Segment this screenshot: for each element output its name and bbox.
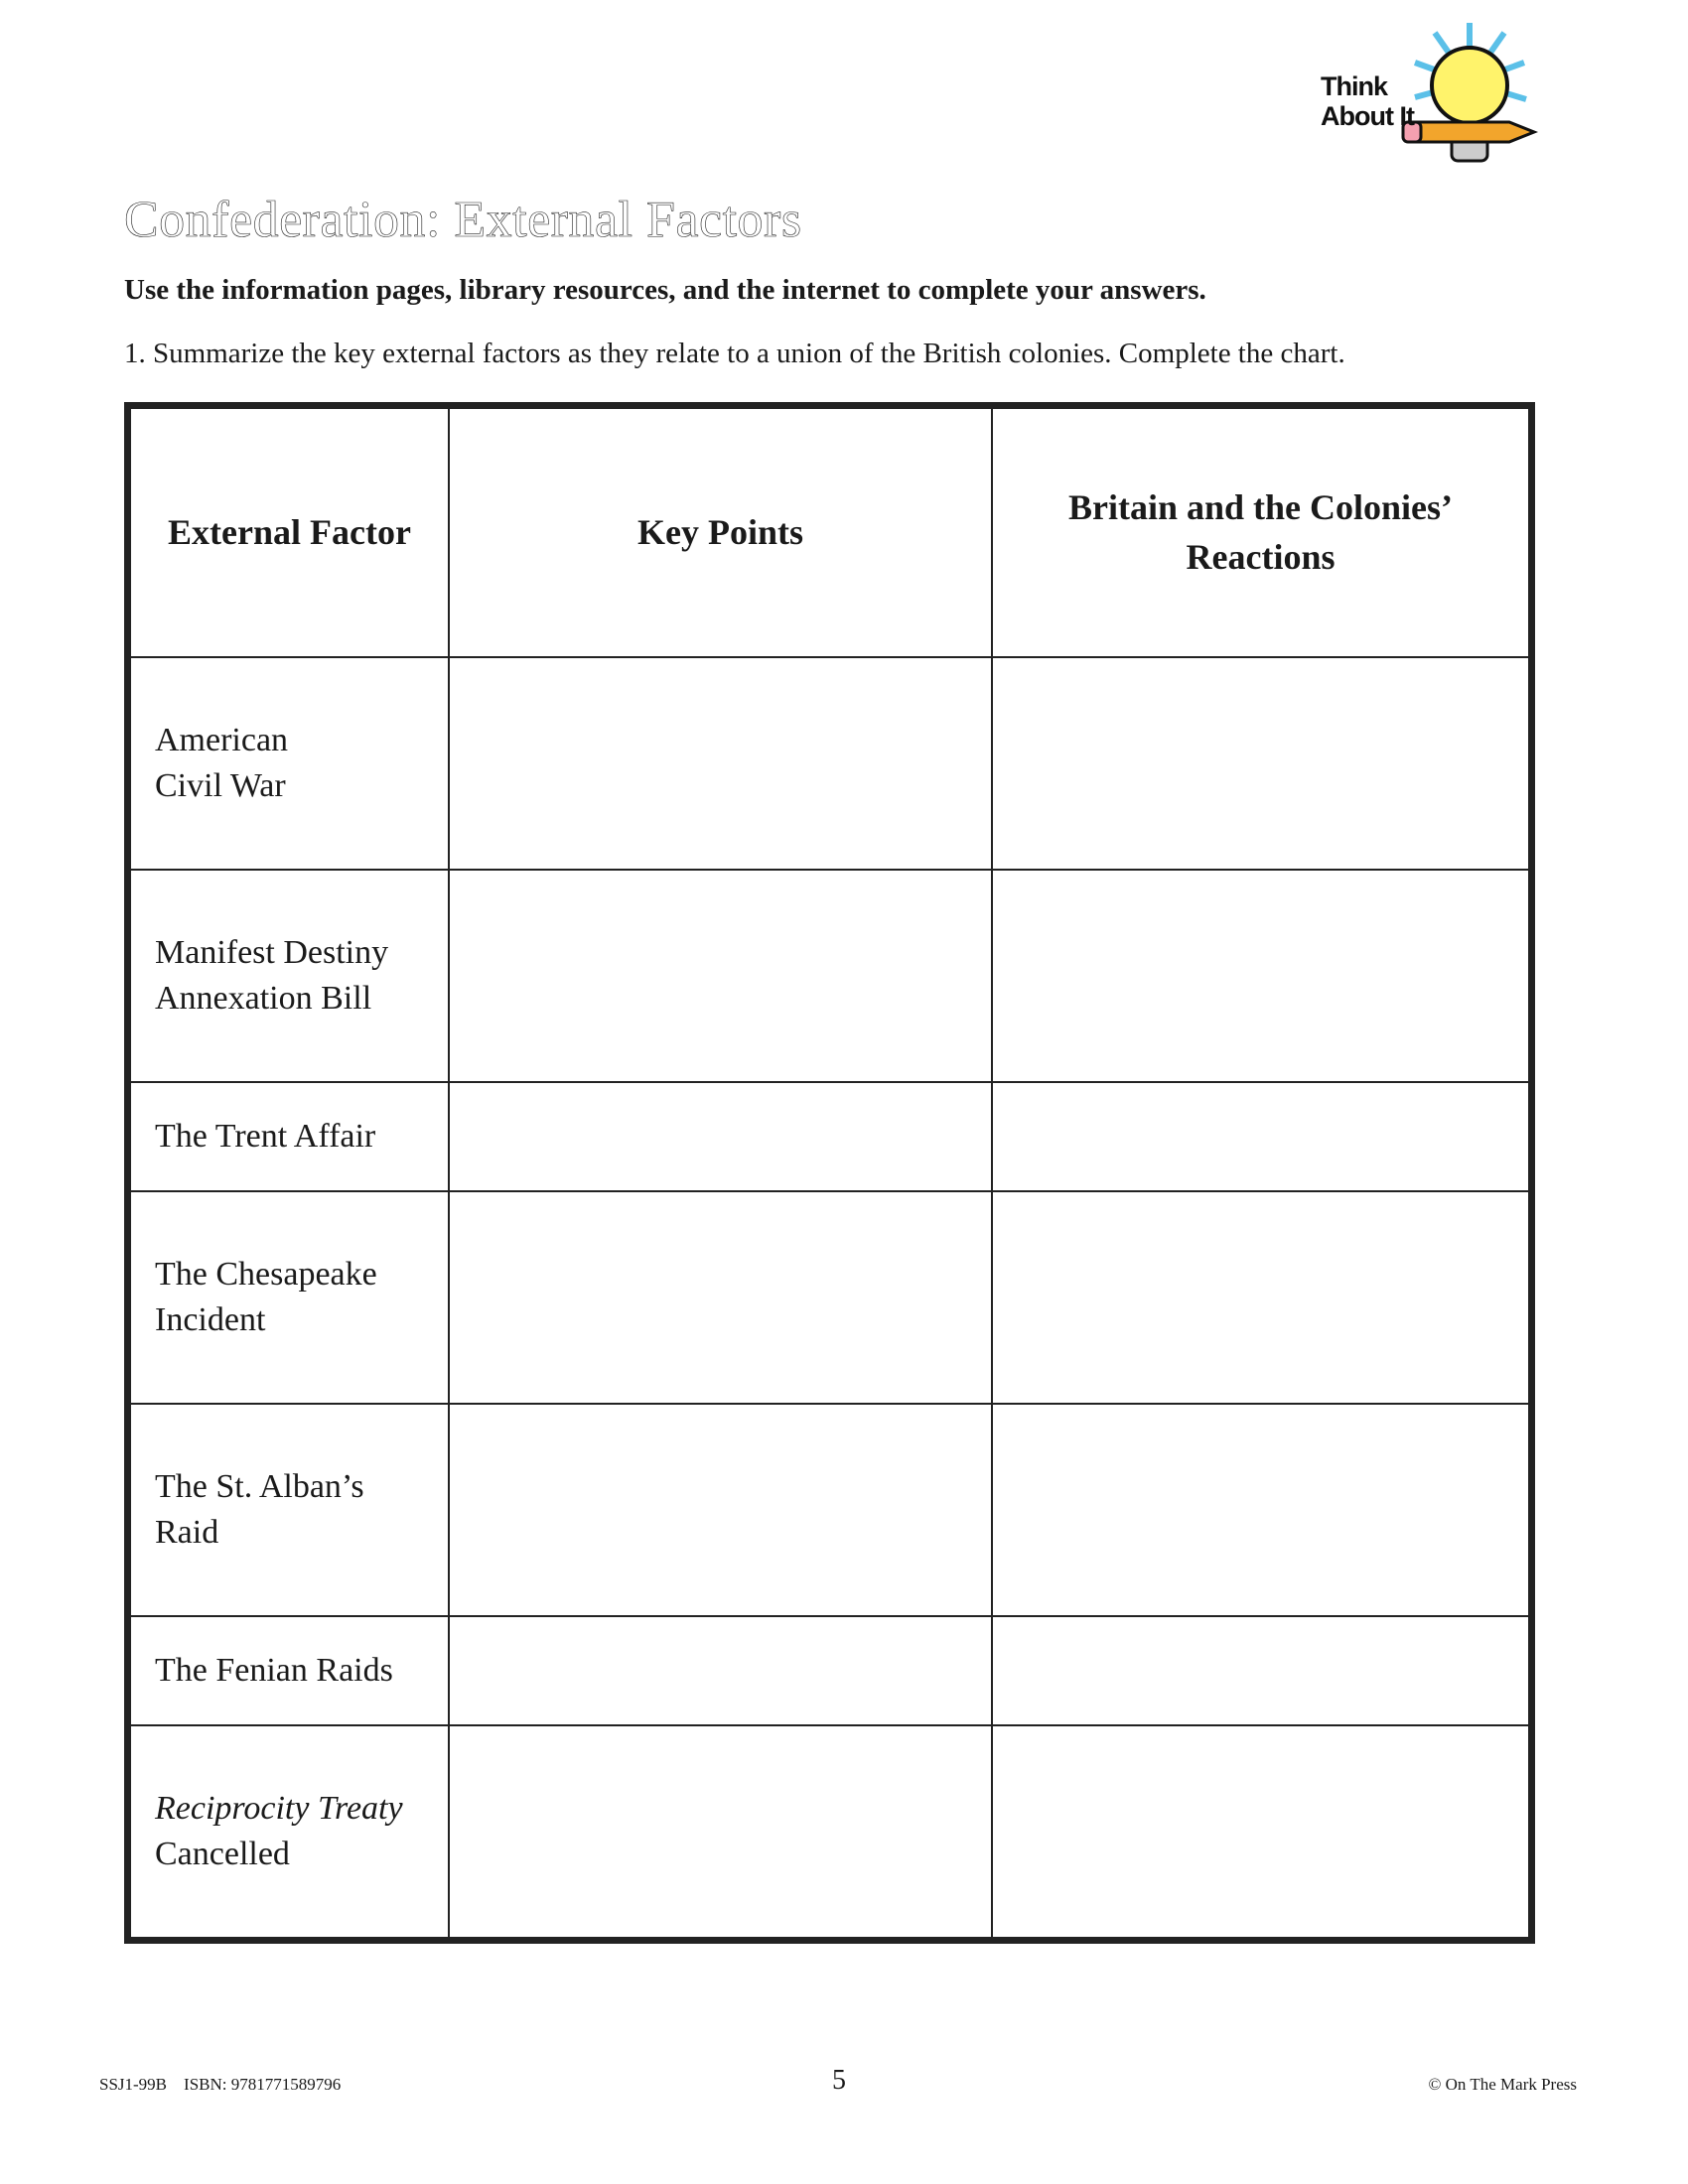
- external-factors-chart: [124, 402, 1535, 1944]
- table-row: [130, 1725, 1529, 1938]
- key-points-cell[interactable]: [449, 1404, 992, 1616]
- factor-line-1: Reciprocity Treaty: [155, 1789, 403, 1827]
- key-points-cell[interactable]: [449, 1191, 992, 1404]
- factor-line-1: American: [155, 721, 289, 758]
- header-reactions-text: Britain and the Colonies’ Reactions: [1067, 487, 1454, 578]
- isbn: ISBN: 9781771589796: [184, 2075, 342, 2094]
- factor-line-1: Manifest Destiny: [155, 934, 389, 972]
- factor-cell: [130, 1616, 449, 1724]
- factor-cell: [130, 1191, 449, 1404]
- factor-line-2: Annexation Bill: [155, 980, 372, 1018]
- header-external-factor: External Factor: [130, 408, 449, 657]
- factor-line-1: The Chesapeake: [155, 1255, 377, 1293]
- logo-line-1: Think: [1321, 71, 1387, 101]
- factor-cell: [130, 1404, 449, 1616]
- table-row: [130, 1404, 1529, 1616]
- factor-line-2: Cancelled: [155, 1835, 290, 1872]
- page-title: Confederation: External Factors: [124, 192, 802, 248]
- key-points-cell[interactable]: [449, 870, 992, 1082]
- table-row: [130, 1082, 1529, 1190]
- product-code: SSJ1-99B: [99, 2075, 168, 2094]
- copyright: © On The Mark Press: [1428, 2075, 1577, 2094]
- reactions-cell[interactable]: [992, 1616, 1529, 1724]
- factor-line-1: The Trent Affair: [155, 1118, 376, 1156]
- header-row: [130, 408, 1529, 657]
- table-row: [130, 657, 1529, 870]
- factor-cell: [130, 1082, 449, 1190]
- key-points-cell[interactable]: [449, 1616, 992, 1724]
- footer-code: [99, 2075, 341, 2095]
- reactions-cell[interactable]: [992, 1404, 1529, 1616]
- factor-line-1: The St. Alban’s: [155, 1468, 364, 1506]
- factor-line-2: Civil War: [155, 766, 286, 804]
- reactions-cell[interactable]: [992, 870, 1529, 1082]
- key-points-cell[interactable]: [449, 1082, 992, 1190]
- factor-cell: [130, 870, 449, 1082]
- reactions-cell[interactable]: [992, 1191, 1529, 1404]
- factor-cell: [130, 1725, 449, 1938]
- key-points-cell[interactable]: [449, 657, 992, 870]
- factor-line-2: Raid: [155, 1514, 219, 1552]
- table-row: [130, 870, 1529, 1082]
- factor-line-2: Incident: [155, 1300, 266, 1338]
- factor-cell: [130, 657, 449, 870]
- page-number: 5: [832, 2065, 846, 2096]
- table-row: [130, 1616, 1529, 1724]
- reactions-cell[interactable]: [992, 1082, 1529, 1190]
- reactions-cell[interactable]: [992, 1725, 1529, 1938]
- factor-line-1: The Fenian Raids: [155, 1651, 393, 1689]
- question-1: 1. Summarize the key external factors as they relate to a union of the British colonies. Complete the chart.: [124, 338, 1345, 369]
- table-row: [130, 1191, 1529, 1404]
- reactions-cell[interactable]: [992, 657, 1529, 870]
- header-key-points: Key Points: [449, 408, 992, 657]
- logo-text: [1321, 71, 1414, 131]
- header-reactions: [992, 408, 1529, 657]
- key-points-cell[interactable]: [449, 1725, 992, 1938]
- logo-line-2: About It: [1321, 101, 1414, 131]
- instructions: Use the information pages, library resources, and the internet to complete your answers.: [124, 274, 1206, 306]
